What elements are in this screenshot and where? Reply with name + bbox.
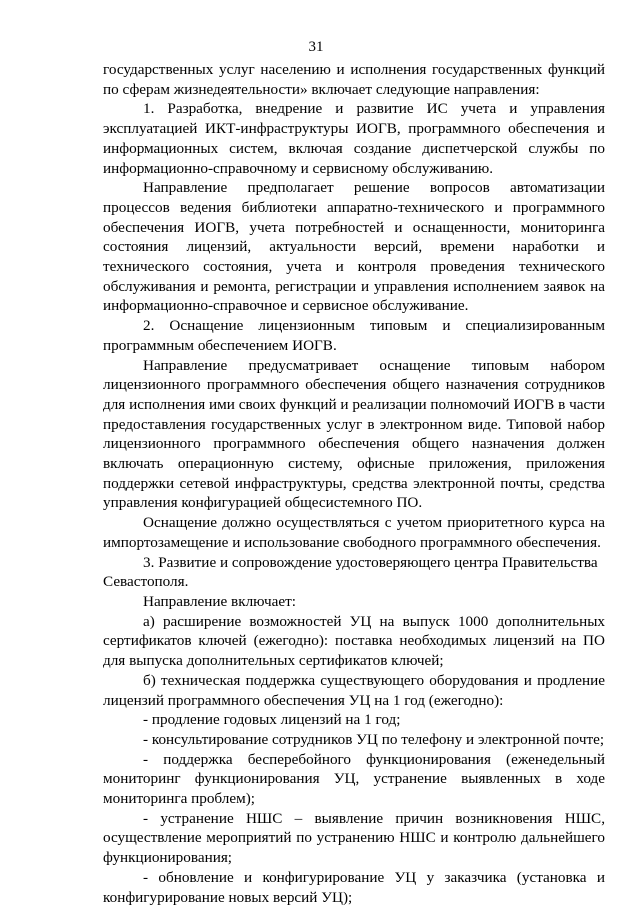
list-item-nshs-elimination: - устранение НШС – выявление причин возникновения НШС, осуществление мероприятий по устранению НШС и контролю дальнейшего функционирования; — [103, 809, 605, 867]
paragraph-subitem-b: б) техническая поддержка существующего оборудования и продление лицензий программного обеспечения УЦ на 1 год (ежегодно): — [103, 671, 605, 709]
list-item-consulting: - консультирование сотрудников УЦ по телефону и электронной почте; — [143, 730, 605, 748]
paragraph-item-1-description: Направление предполагает решение вопросов автоматизации процессов ведения библиотеки аппаратно-технического и программного обеспечения ИОГВ, учета потребностей и оснащенности, мониторинга состояния лицензий, актуальности версий, времени наработки и технического состояния, учета и контроля проведения технического обслуживания и ремонта, регистрации и управления исполнением заявок на информационно-справочное и сервисное обслуживание. — [103, 179, 605, 315]
page-number: 31 — [308, 39, 324, 55]
paragraph-import-substitution: Оснащение должно осуществляться с учетом приоритетного курса на импортозамещение и использование свободного программного обеспечения. — [103, 514, 605, 551]
paragraph-subitem-a: а) расширение возможностей УЦ на выпуск 1000 дополнительных сертификатов ключей (ежегодно): поставка необходимых лицензий на ПО для выпуска дополнительных сертификатов ключей; — [103, 612, 605, 670]
paragraph-item-2-description: Направление предусматривает оснащение типовым набором лицензионного программного обеспечения общего назначения сотрудников для исполнения ими своих функций и реализации полномочий ИОГВ в части предоставления государственных услуг в электронном виде. Типовой набор лицензионного программного обеспечения общего назначения должен включать операционную систему, офисные приложения, приложения поддержки сетевой инфраструктуры, средства электронной почты, средства управления конфигурацией общесистемного ПО. — [103, 356, 605, 512]
paragraph-direction-includes: Направление включает: — [143, 592, 296, 610]
paragraph-item-1-heading: 1. Разработка, внедрение и развитие ИС учета и управления эксплуатацией ИКТ-инфраструктуры ИОГВ, программного обеспечения и информационных систем, включая создание диспетчерской службы по информационно-справочному и сервисному обслуживанию. — [103, 100, 605, 177]
list-item-update-configuration: - обновление и конфигурирование УЦ у заказчика (установка и конфигурирование новых версий УЦ); — [103, 868, 605, 906]
paragraph-item-3-heading: 3. Развитие и сопровождение удостоверяющего центра Правительства Севастополя. — [103, 553, 598, 591]
list-item-license-renewal: - продление годовых лицензий на 1 год; — [143, 711, 401, 729]
paragraph-continuation: государственных услуг населению и исполнения государственных функций по сферам жизнедеятельности» включает следующие направления: — [103, 61, 605, 98]
page-body — [103, 60, 605, 907]
list-item-uninterrupted-support: - поддержка бесперебойного функционирования (еженедельный мониторинг функционирования УЦ, устранение выявленных в ходе мониторинга проблем); — [103, 750, 605, 808]
paragraph-item-2-heading: 2. Оснащение лицензионным типовым и специализированным программным обеспечением ИОГВ. — [103, 317, 605, 354]
